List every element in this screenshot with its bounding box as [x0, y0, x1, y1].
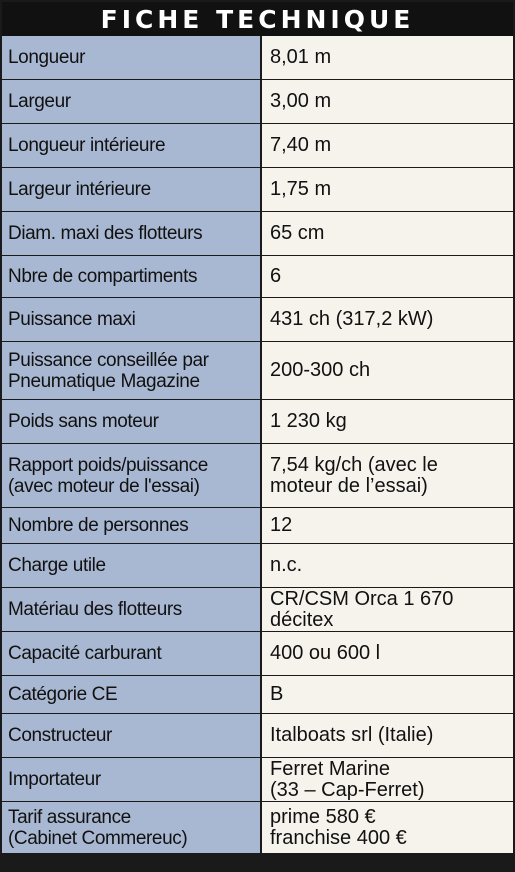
spec-value-cell — [262, 444, 513, 507]
spec-row — [2, 168, 513, 212]
spec-label-cell — [2, 400, 262, 443]
spec-value-cell — [262, 80, 513, 123]
spec-value: prime 580 € franchise 400 € — [270, 805, 407, 849]
spec-label: Largeur intérieure — [8, 179, 151, 200]
spec-row — [2, 400, 513, 444]
spec-row — [2, 632, 513, 676]
spec-label-cell — [2, 676, 262, 713]
spec-value-cell — [262, 714, 513, 757]
spec-row — [2, 544, 513, 588]
spec-value: 1,75 m — [270, 178, 332, 200]
spec-label-cell — [2, 298, 262, 341]
spec-label-cell — [2, 342, 262, 399]
spec-row — [2, 124, 513, 168]
spec-label-cell — [2, 256, 262, 297]
spec-value-cell — [262, 544, 513, 587]
spec-row — [2, 80, 513, 124]
spec-value-cell — [262, 342, 513, 399]
spec-label-cell — [2, 36, 262, 79]
spec-value-cell — [262, 168, 513, 211]
spec-label-cell — [2, 168, 262, 211]
spec-value: Ferret Marine (33 – Cap-Ferret) — [270, 757, 425, 801]
spec-value-cell — [262, 212, 513, 255]
spec-row — [2, 36, 513, 80]
spec-value-cell — [262, 256, 513, 297]
spec-row — [2, 588, 513, 632]
spec-value: 3,00 m — [270, 90, 332, 112]
spec-value: 7,54 kg/ch (avec le moteur de l’essai) — [270, 453, 438, 497]
spec-label: Tarif assurance (Cabinet Commereuc) — [8, 806, 188, 849]
spec-value: 6 — [270, 265, 282, 287]
spec-value: 8,01 m — [270, 46, 332, 68]
spec-value-cell — [262, 36, 513, 79]
spec-value: CR/CSM Orca 1 670 décitex — [270, 587, 454, 631]
spec-value-cell — [262, 758, 513, 801]
spec-label: Importateur — [8, 769, 101, 790]
spec-row — [2, 676, 513, 714]
spec-label: Longueur — [8, 47, 86, 68]
spec-label-cell — [2, 758, 262, 801]
spec-label: Catégorie CE — [8, 684, 118, 705]
spec-label-cell — [2, 508, 262, 543]
spec-label: Puissance maxi — [8, 309, 136, 330]
spec-label-cell — [2, 212, 262, 255]
spec-value: 200-300 ch — [270, 359, 371, 381]
spec-value: B — [270, 683, 284, 705]
spec-value: 431 ch (317,2 kW) — [270, 308, 434, 330]
spec-label: Poids sans moteur — [8, 411, 159, 432]
spec-label: Capacité carburant — [8, 643, 162, 664]
spec-label-cell — [2, 80, 262, 123]
spec-label-cell — [2, 714, 262, 757]
spec-value: Italboats srl (Italie) — [270, 724, 434, 746]
spec-label-cell — [2, 444, 262, 507]
spec-value-cell — [262, 588, 513, 631]
spec-label: Longueur intérieure — [8, 135, 166, 156]
sheet-title: FICHE TECHNIQUE — [2, 2, 513, 36]
spec-value: 7,40 m — [270, 134, 332, 156]
spec-label: Nombre de personnes — [8, 515, 189, 536]
spec-row — [2, 802, 513, 854]
spec-value-cell — [262, 298, 513, 341]
spec-value-cell — [262, 400, 513, 443]
spec-row — [2, 212, 513, 256]
spec-row — [2, 342, 513, 400]
spec-value: 65 cm — [270, 222, 325, 244]
spec-label-cell — [2, 588, 262, 631]
spec-value-cell — [262, 508, 513, 543]
spec-label-cell — [2, 124, 262, 167]
spec-row — [2, 714, 513, 758]
spec-label: Diam. maxi des flotteurs — [8, 223, 203, 244]
spec-value: 12 — [270, 514, 293, 536]
spec-label: Rapport poids/puissance (avec moteur de l'essai) — [8, 454, 208, 497]
spec-label: Constructeur — [8, 725, 112, 746]
spec-label: Matériau des flotteurs — [8, 599, 182, 620]
spec-value: 1 230 kg — [270, 410, 347, 432]
spec-value-cell — [262, 802, 513, 853]
spec-value: n.c. — [270, 554, 303, 576]
spec-label-cell — [2, 632, 262, 675]
spec-value-cell — [262, 676, 513, 713]
spec-row — [2, 256, 513, 298]
spec-row — [2, 298, 513, 342]
spec-label: Charge utile — [8, 555, 106, 576]
spec-value: 400 ou 600 l — [270, 642, 381, 664]
spec-label: Largeur — [8, 91, 71, 112]
spec-label-cell — [2, 544, 262, 587]
spec-label: Puissance conseillée par Pneumatique Magazine — [8, 349, 209, 392]
spec-label-cell — [2, 802, 262, 853]
spec-row — [2, 508, 513, 544]
spec-row — [2, 444, 513, 508]
spec-value-cell — [262, 632, 513, 675]
spec-value-cell — [262, 124, 513, 167]
spec-row — [2, 758, 513, 802]
spec-label: Nbre de compartiments — [8, 266, 198, 287]
